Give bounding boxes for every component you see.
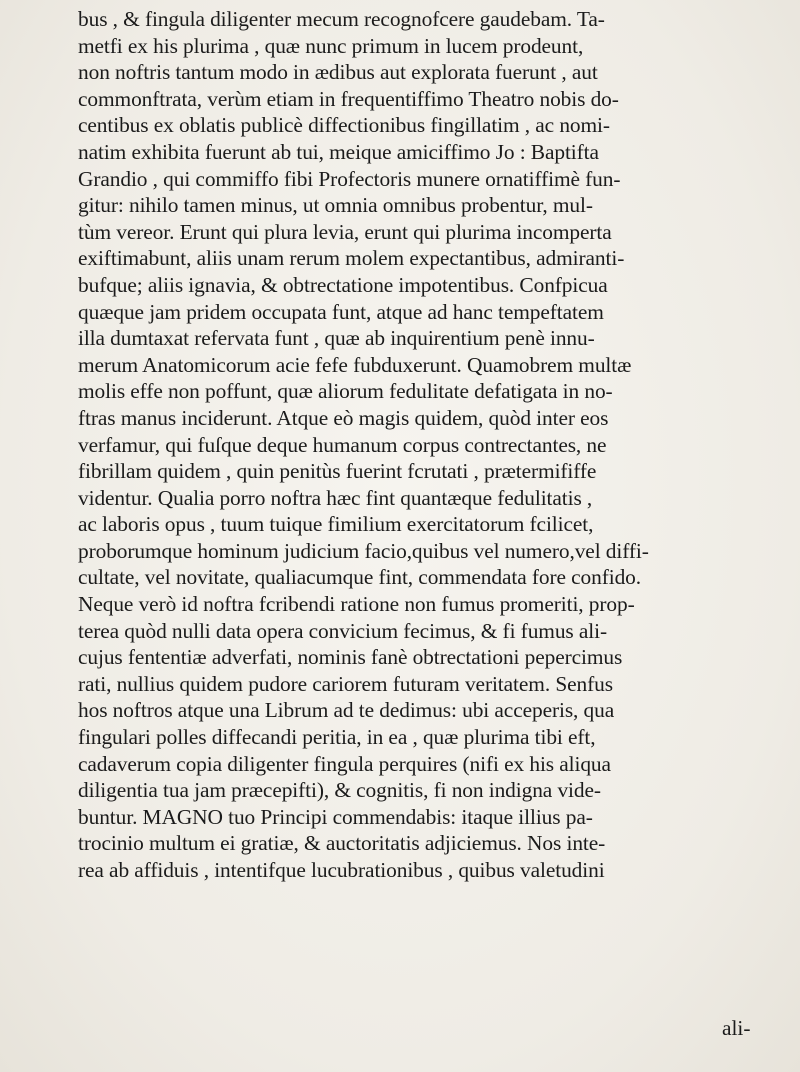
catchword: ali- [722,1016,751,1040]
text-line: rea ab affiduis , intentifque lucubrationibus , quibus valetudini [78,858,605,882]
text-line: bus , & fingula diligenter mecum recognofcere gaudebam. Ta- [78,7,605,31]
text-line: diligentia tua jam præcepifti), & cognitis, fi non indigna vide- [78,778,601,803]
text-line: videntur. Qualia porro noftra hæc fint quantæque fedulitatis , [78,485,593,510]
text-line: exiftimabunt, aliis unam rerum molem expectantibus, admiranti- [78,246,625,271]
text-line: bufque; aliis ignavia, & obtrectatione impotentibus. Confpicua [78,272,608,297]
text-line: cultate, vel novitate, qualiacumque fint, commendata fore confido. [78,565,642,590]
text-line: cadaverum copia diligenter fingula perquires (nifi ex his aliqua [78,751,611,776]
text-line: ac laboris opus , tuum tuique fimilium exercitatorum fcilicet, [78,512,594,537]
text-line: fibrillam quidem , quin penitùs fuerint fcrutati , prætermififfe [78,459,597,484]
text-line: commonftrata, verùm etiam in frequentiffimo Theatro nobis do- [78,86,619,111]
text-line: non noftris tantum modo in ædibus aut explorata fuerunt , aut [78,60,598,85]
text-line: centibus ex oblatis publicè diffectionibus fingillatim , ac nomi- [78,113,610,138]
text-line: hos noftros atque una Librum ad te dedimus: ubi acceperis, qua [78,698,615,723]
text-line: fingulari polles diffecandi peritia, in ea , quæ plurima tibi eft, [78,725,596,750]
text-line: terea quòd nulli data opera convicium fecimus, & fi fumus ali- [78,618,607,643]
latin-body-text [78,6,768,884]
text-line: Grandio , qui commiffo fibi Profectoris munere ornatiffimè fun- [78,166,621,191]
text-line: Neque verò id noftra fcribendi ratione non fumus promeriti, prop- [78,592,635,617]
text-line: verfamur, qui fuſque deque humanum corpus contrectantes, ne [78,432,607,457]
text-line: natim exhibita fuerunt ab tui, meique amiciffimo Jo : Baptifta [78,139,599,164]
text-line: trocinio multum ei gratiæ, & auctoritatis adjiciemus. Nos inte- [78,831,606,856]
text-line: rati, nullius quidem pudore cariorem futuram veritatem. Senfus [78,671,613,696]
text-line: tùm vereor. Erunt qui plura levia, erunt qui plurima incomperta [78,219,612,244]
text-line: proborumque hominum judicium facio,quibus vel numero,vel diffi- [78,538,649,563]
text-line: metfi ex his plurima , quæ nunc primum in lucem prodeunt, [78,33,584,58]
text-line: ftras manus inciderunt. Atque eò magis quidem, quòd inter eos [78,405,609,430]
text-line: cujus fententiæ adverfati, nominis fanè obtrectationi pepercimus [78,645,623,670]
text-line: quæque jam pridem occupata funt, atque ad hanc tempeftatem [78,299,604,324]
text-line: merum Anatomicorum acie fefe fubduxerunt. Quamobrem multæ [78,352,632,377]
text-line: gitur: nihilo tamen minus, ut omnia omnibus probentur, mul- [78,193,593,218]
text-line: illa dumtaxat refervata funt , quæ ab inquirentium penè innu- [78,326,595,351]
text-line: molis effe non poffunt, quæ aliorum fedulitate defatigata in no- [78,379,613,404]
text-line: buntur. MAGNO tuo Principi commendabis: itaque illius pa- [78,804,593,829]
